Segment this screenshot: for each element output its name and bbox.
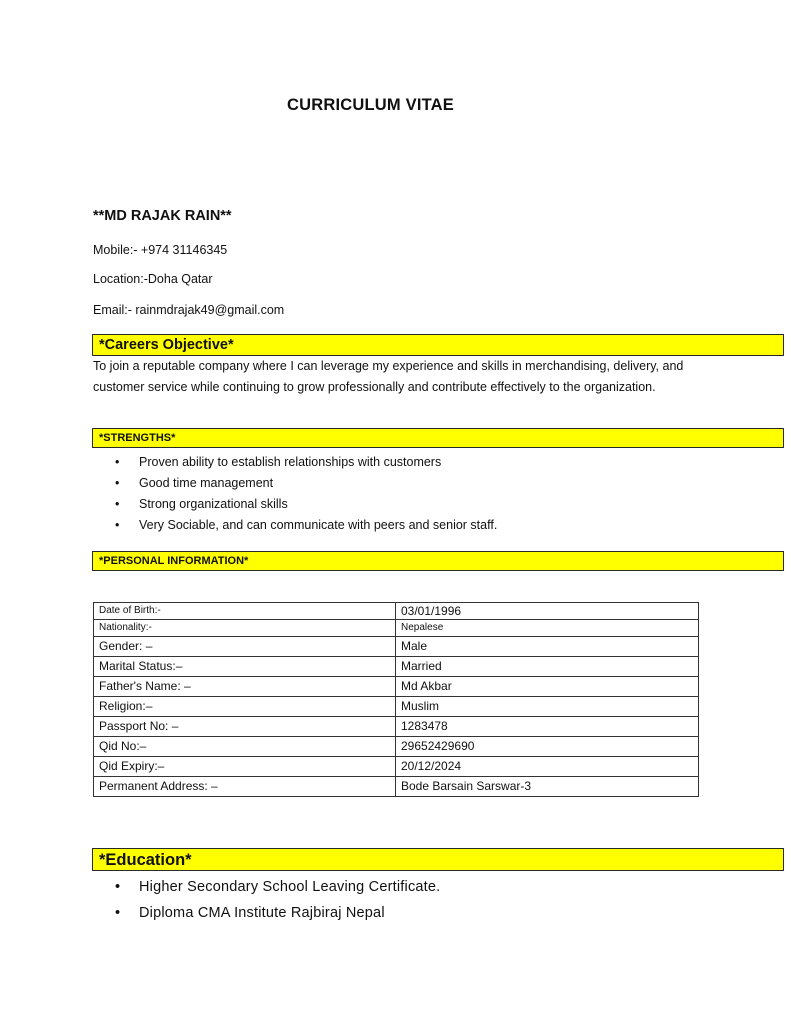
list-item: • Proven ability to establish relationships with customers <box>93 452 753 473</box>
candidate-name: **MD RAJAK RAIN** <box>93 208 232 224</box>
passport-label: Passport No: – <box>94 717 396 737</box>
mobile-line: Mobile:- +974 31146345 <box>93 243 228 257</box>
strengths-list <box>93 452 753 536</box>
education-list <box>93 874 753 926</box>
father-name-value: Md Akbar <box>396 677 699 697</box>
section-header-strengths: *STRENGTHS* <box>92 428 784 448</box>
table-row <box>94 777 699 797</box>
address-label: Permanent Address: – <box>94 777 396 797</box>
marital-status-label: Marital Status:– <box>94 657 396 677</box>
gender-label: Gender: – <box>94 637 396 657</box>
nationality-value: Nepalese <box>396 620 699 637</box>
dob-label: Date of Birth:- <box>94 603 396 620</box>
list-item: • Higher Secondary School Leaving Certificate. <box>93 874 753 900</box>
section-header-objective: *Careers Objective* <box>92 334 784 356</box>
document-title: CURRICULUM VITAE <box>287 96 454 114</box>
table-row <box>94 603 699 620</box>
father-name-label: Father's Name: – <box>94 677 396 697</box>
qid-label: Qid No:– <box>94 737 396 757</box>
list-item: • Very Sociable, and can communicate with peers and senior staff. <box>93 515 753 536</box>
qid-expiry-label: Qid Expiry:– <box>94 757 396 777</box>
address-value: Bode Barsain Sarswar-3 <box>396 777 699 797</box>
personal-info-table <box>93 602 699 797</box>
location-line: Location:-Doha Qatar <box>93 272 213 286</box>
table-row <box>94 657 699 677</box>
table-row <box>94 677 699 697</box>
objective-text: To join a reputable company where I can leverage my experience and skills in merchandising, delivery, and customer service while continuing to grow professionally and contribute effectively to the organization. <box>93 359 684 394</box>
marital-status-value: Married <box>396 657 699 677</box>
section-header-education: *Education* <box>92 848 784 871</box>
list-item: • Diploma CMA Institute Rajbiraj Nepal <box>93 900 753 926</box>
qid-value: 29652429690 <box>396 737 699 757</box>
table-row <box>94 717 699 737</box>
dob-value: 03/01/1996 <box>396 603 699 620</box>
religion-value: Muslim <box>396 697 699 717</box>
table-row <box>94 620 699 637</box>
table-row <box>94 757 699 777</box>
passport-value: 1283478 <box>396 717 699 737</box>
email-line: Email:- rainmdrajak49@gmail.com <box>93 303 285 317</box>
table-row <box>94 737 699 757</box>
gender-value: Male <box>396 637 699 657</box>
table-row <box>94 697 699 717</box>
qid-expiry-value: 20/12/2024 <box>396 757 699 777</box>
nationality-label: Nationality:- <box>94 620 396 637</box>
section-header-personal: *PERSONAL INFORMATION* <box>92 551 784 571</box>
religion-label: Religion:– <box>94 697 396 717</box>
list-item: • Good time management <box>93 473 753 494</box>
list-item: • Strong organizational skills <box>93 494 753 515</box>
table-row <box>94 637 699 657</box>
